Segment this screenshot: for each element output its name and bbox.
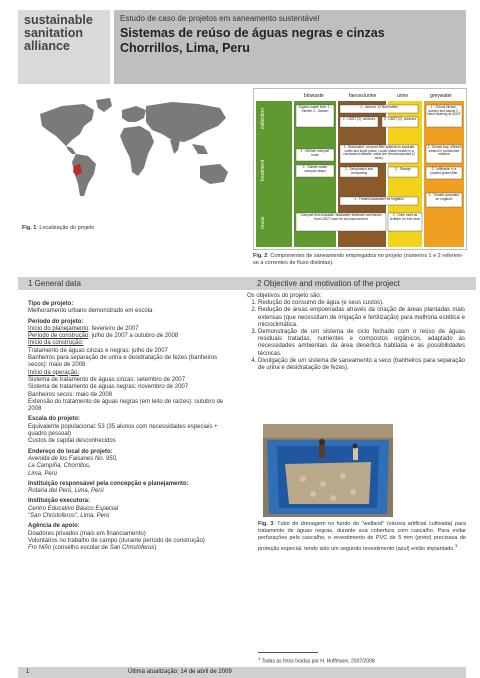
footnote: $^1$ Todas as fotos tiradas por H. Hoffmann, 2007/2008 bbox=[258, 656, 375, 665]
box-collection-toilets: 1 - Indoors: 12 flush toilets bbox=[360, 105, 398, 109]
row-reuse: reuse bbox=[260, 216, 266, 229]
section-2-header: 2 Objective and motivation of the project bbox=[247, 277, 476, 290]
label-inicio-operacao: Início da operação: bbox=[28, 369, 80, 376]
box-treatment-grease-trap: 1 - Grease trap, effluent treated in constructed wetland bbox=[427, 145, 461, 157]
logo-line: sustainable bbox=[24, 13, 93, 27]
box-treatment-infiltration: 2 - Infiltration in a planted gravel filter bbox=[430, 167, 458, 175]
alliance-logo bbox=[24, 14, 93, 53]
label-escala: Escala do projeto: bbox=[28, 416, 81, 423]
agencia-line-2: Voluntários no trabalho de campo (durante período de construção) bbox=[28, 537, 205, 544]
list-item: 4. Divulgação de um sistema de saneamento a seco (banheiros para separação de urina e desidratação de fezes). bbox=[258, 358, 465, 372]
ic-line-1: Tratamento de águas cinzas e negras: julho de 2007 bbox=[28, 347, 168, 354]
box-reuse-compost: Compost from biowaste, blackwater treatment and faeces from UDDT used for soil improvement bbox=[300, 213, 382, 221]
figure-3-caption: Fig. 3: Tubo de drenagem no fundo do "wetland" (várzea artificial cultivada) para tratamento de águas negras, durante sua cobertura com cascalho. Para evitar perfurações pelo cascalho, o revestimento de PVC de 5 mm (preto) precisava de proteção especial, tendo sido um segundo revestimento (azul) então implantado.$^1$ bbox=[258, 521, 467, 552]
io-line-2: Sistema de tratamento de águas negras: novembro de 2007 bbox=[28, 384, 189, 391]
box-reuse-greywater: 1 - Treated greywater for irrigation bbox=[428, 193, 460, 201]
document-title-line1: Sistemas de reúso de águas negras e cinzas bbox=[120, 26, 385, 40]
endereco-line-3: Lima, Perú bbox=[28, 470, 58, 477]
box-treatment-dehydration: 2 - Dehydration and composting bbox=[345, 167, 373, 175]
executora-line-2: "San Christoferus", Lima, Perú bbox=[28, 513, 110, 520]
col-header-biowaste: biowaste bbox=[304, 93, 324, 99]
box-treatment-blackwater: 1 - Blackwater: compost filter systems to separate solids and liquid phase. Liquid phase treated in a constructed wetland; solids are vermicomposted (2 beds). bbox=[343, 145, 415, 160]
figure-1-caption: Fig. 1: Localização do projeto bbox=[22, 225, 95, 231]
list-item: 1. Redução do consumo de água (e seus custos). bbox=[258, 300, 465, 307]
objectives-content bbox=[247, 293, 465, 372]
last-updated: Última atualização: 14 de abril de 2009 bbox=[128, 669, 232, 675]
footnote-divider bbox=[258, 652, 318, 653]
row-treatment: treatment bbox=[260, 159, 266, 181]
label-instituicao: Instituição responsável pela concepção e planejamento: bbox=[28, 480, 189, 487]
endereco-line-1: Avenida de los Faisanes No. 950, bbox=[28, 455, 118, 462]
col-header-greywater: greywater bbox=[430, 93, 452, 99]
box-treatment-garden-compost: 2 - Garden waste compost heaps bbox=[302, 165, 328, 173]
io-line-4: Extensão do tratamento de águas negras (em leito de raízes): outubro de 2008 bbox=[28, 398, 224, 413]
wetland-photo bbox=[263, 424, 393, 517]
general-data-content bbox=[28, 298, 233, 553]
escala-line-2: Custos de capital desconhecidos bbox=[28, 438, 116, 445]
label-executora: Instituição executora: bbox=[28, 498, 91, 505]
objectives-list bbox=[247, 300, 465, 372]
document-title-line2: Chorrillos, Lima, Peru bbox=[120, 41, 250, 55]
box-collection-uddt-faeces: 2 - UDDT (2), outdoors bbox=[342, 117, 376, 121]
col-header-urine: urine bbox=[397, 93, 409, 99]
logo-box bbox=[18, 10, 110, 84]
logo-line: alliance bbox=[24, 39, 70, 53]
list-item: 3. Demonstração de um sistema de ciclo fechado com o reúso de águas residuais tratadas, nutrientes e compostos orgânicos, adaptado às necessidades ambientais da área desértica habitada e às possibilidades técnicas. bbox=[258, 329, 465, 358]
box-reuse-urine: 2 - Urine used as fertilizer for fruit trees bbox=[390, 213, 420, 221]
label-inicio-construcao: Início da construção: bbox=[28, 340, 84, 347]
io-line-1: Sistema de tratamento de águas cinzas: setembro de 2007 bbox=[28, 376, 186, 383]
box-collection-greywater: 1 - School kitchen, laundry and basins 2 - Hand washing at UDDT bbox=[427, 105, 461, 117]
construcao-line: Período de construção: julho de 2007 a outubro de 2008 bbox=[28, 333, 179, 340]
objectives-intro: Os objetivos do projeto são: bbox=[247, 293, 322, 299]
figure-2-caption: Fig. 2: Componentes de saneamento empregados no projeto (números 1 e 2 referem-se a correntes de fluxo distintas). bbox=[253, 253, 464, 266]
endereco-line-2: La Campiña, Chorrillos, bbox=[28, 463, 91, 470]
section-1-header: 1 General data bbox=[18, 277, 250, 290]
label-tipo: Tipo de projeto: bbox=[28, 301, 74, 307]
label-periodo: Período do projeto: bbox=[28, 318, 84, 325]
title-box bbox=[114, 10, 466, 84]
box-treatment-kitchen-compost: 1 - Kitchen compost holes bbox=[300, 149, 330, 157]
world-map bbox=[22, 92, 247, 207]
agencia-line-3: Fro Niño (conselho escolar de San Christoferus) bbox=[28, 545, 157, 552]
io-line-3: Banheiros secos: maio de 2008 bbox=[28, 391, 113, 398]
value-instituicao: Rotaria del Perú, Lima, Perú bbox=[28, 488, 104, 495]
box-collection-biowaste: Organic waste from: 1 - Kitchen 2 - Garden bbox=[298, 105, 332, 113]
planejamento-line: Início do planejamento: fevereiro de 2007 bbox=[28, 325, 139, 332]
page-header bbox=[18, 10, 466, 84]
list-item: 2. Redução de áreas empoeiradas através da criação de áreas plantadas mais extensas (que necessitam de irrigação e fertilização) para melhoria estética e microclimática. bbox=[258, 307, 465, 329]
ic-line-2: Banheiros para separação de urina e desidratação de fezes (banheiros secos): maio de 2008 bbox=[28, 355, 218, 369]
label-agencia: Agência de apoio: bbox=[28, 523, 80, 530]
row-collection: collection bbox=[260, 108, 266, 129]
logo-line: sanitation bbox=[24, 26, 84, 40]
agencia-line-1: Doadores privados (mais em financiamento) bbox=[28, 530, 146, 537]
executora-line-1: Centro Educativo Básico Especial bbox=[28, 505, 119, 512]
sanitation-flow-diagram bbox=[253, 88, 467, 250]
box-reuse-blackwater: 1 - Treated blackwater for irrigation bbox=[354, 197, 404, 201]
document-subtitle: Estudo de caso de projetos em saneamento sustentável bbox=[120, 14, 320, 23]
col-header-faeces-urine: faeces/urine bbox=[349, 93, 377, 99]
box-treatment-storage: 2 - Storage bbox=[395, 167, 411, 171]
value-tipo: Melhoramento urbano demonstrado em escola bbox=[28, 308, 153, 315]
escala-line-1: Equivalente populacional: 53 (35 alunos com necessidades especiais + quadro pessoal) bbox=[28, 423, 218, 438]
box-collection-uddt-urine: 2 - UDDT (2), outdoors bbox=[383, 117, 417, 121]
page-footer bbox=[18, 667, 466, 678]
label-endereco: Endereço do local do projeto: bbox=[28, 448, 113, 455]
flow-diagram-svg bbox=[254, 89, 466, 249]
page-number: 1 bbox=[26, 669, 30, 675]
